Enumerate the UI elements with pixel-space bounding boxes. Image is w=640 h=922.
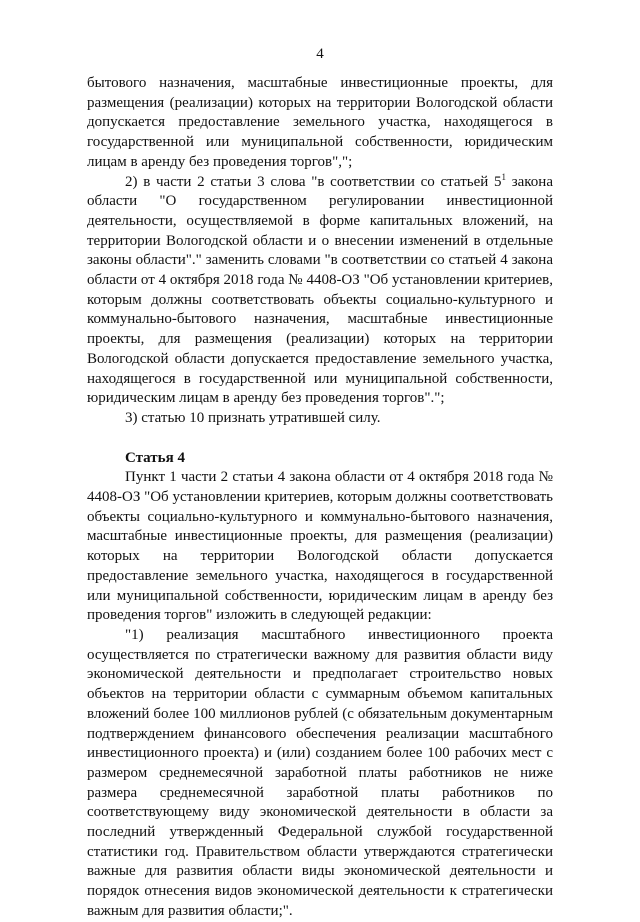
item-2-text-start: 2) в части 2 статьи 3 слова "в соответствии со статьей 5 (125, 173, 502, 190)
document-body (87, 74, 553, 922)
paragraph-item-3: 3) статью 10 признать утратившей силу. (125, 409, 381, 426)
item-2-text-end: закона области "О государственном регулировании инвестиционной деятельности, осуществляемой в форме капитальных вложений, на территории Вологодской области и о внесении изменений в отдельные законы области"." заменить словами "в соответствии со статьей 4 закона области от 4 октября 2018 года № 4408-ОЗ "Об установлении критериев, которым должны соответствовать объекты социально-культурного и коммунально-бытового назначения, масштабные инвестиционные проекты, для размещения (реализации) которых на территории Вологодской области допускается предоставление земельного участка, находящегося в государственной или муниципальной собственности, юридическим лицам в аренду без проведения торгов"."; (87, 173, 553, 407)
paragraph-item-2 (87, 173, 553, 409)
article-heading: Статья 4 (125, 449, 185, 466)
page-number: 4 (316, 46, 324, 62)
paragraph-new-wording: "1) реализация масштабного инвестиционного проекта осуществляется по стратегически важному для развития области виду экономической деятельности и предполагает строительство новых объектов на территории области с суммарным объемом капитальных вложений более 100 миллионов рублей (с обязательным документарным подтверждением финансового обеспечения реализации масштабного инвестиционного проекта) и (или) созданием более 100 рабочих мест с размером среднемесячной заработной платы работников не ниже размера среднемесячной заработной платы работников по соответствующему виду экономической деятельности в области за последний утвержденный Федеральной службой государственной статистики год. Правительством области утверждаются стратегически важные для развития области виды экономической деятельности и порядок отнесения видов экономической деятельности к стратегически важным для развития области;". (87, 626, 553, 919)
paragraph-article-4-intro: Пункт 1 части 2 статьи 4 закона области от 4 октября 2018 года № 4408-ОЗ "Об установлении критериев, которым должны соответствовать объекты социально-культурного и коммунально-бытового назначения, масштабные инвестиционные проекты, для размещения (реализации) которых на территории Вологодской области допускается предоставление земельного участка, находящегося в государственной или муниципальной собственности, юридическим лицам в аренду без проведения торгов" изложить в следующей редакции: (87, 469, 553, 624)
superscript-marker: 1 (501, 171, 506, 182)
paragraph-continuation: бытового назначения, масштабные инвестиционные проекты, для размещения (реализации) которых на территории Вологодской области допускается предоставление земельного участка, находящегося в государственной или муниципальной собственности, юридическим лицам в аренду без проведения торгов","; (87, 75, 553, 170)
